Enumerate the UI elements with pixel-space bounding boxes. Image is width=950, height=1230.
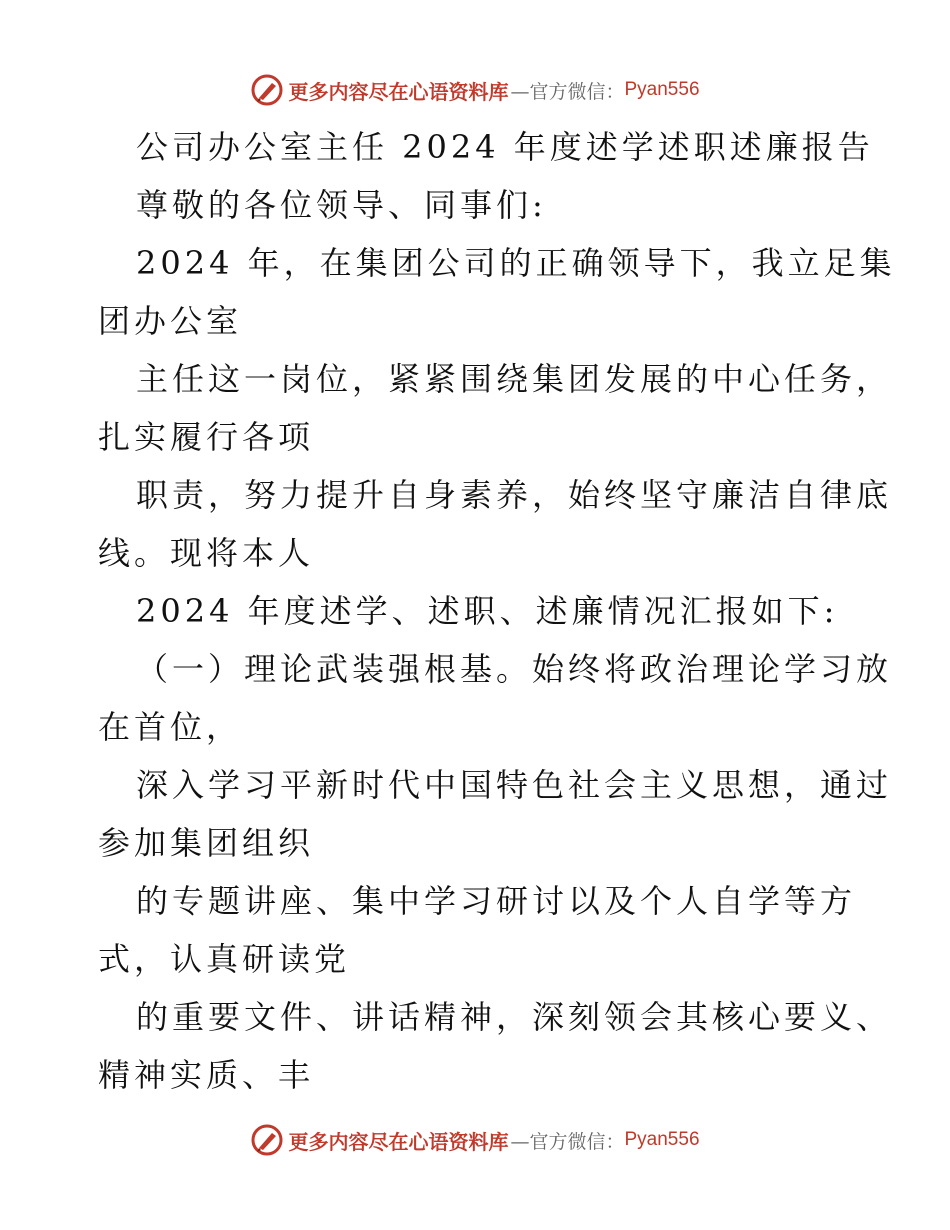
body-line: 2024 年度述学、述职、述廉情况汇报如下: bbox=[136, 592, 839, 630]
banner-site-name: 更多内容尽在心语资料库 bbox=[288, 1129, 509, 1154]
body-line: 参加集团组织 bbox=[98, 824, 315, 862]
body-line: 在首位， bbox=[98, 708, 243, 746]
pen-logo-icon bbox=[250, 1123, 284, 1157]
body-line: 扎实履行各项 bbox=[98, 418, 315, 456]
banner-wechat-label: —官方微信： bbox=[510, 1130, 625, 1153]
body-line: 职责，努力提升自身素养，始终坚守廉洁自律底 bbox=[136, 476, 893, 514]
body-line: 精神实质、丰 bbox=[98, 1056, 315, 1094]
section-heading-line: （一）理论武装强根基。始终将政治理论学习放 bbox=[136, 650, 893, 688]
banner-wechat-id: Pyan556 bbox=[624, 79, 700, 100]
footer-watermark-banner bbox=[0, 1122, 950, 1158]
body-line: 深入学习平新时代中国特色社会主义思想，通过 bbox=[136, 766, 893, 804]
body-line: 线。现将本人 bbox=[98, 534, 315, 572]
banner-wechat-label: —官方微信： bbox=[510, 80, 625, 103]
pen-logo-icon bbox=[250, 73, 284, 107]
header-watermark-banner bbox=[0, 72, 950, 108]
body-line: 式，认真研读党 bbox=[98, 940, 351, 978]
banner-site-name: 更多内容尽在心语资料库 bbox=[288, 79, 509, 104]
document-title: 公司办公室主任 2024 年度述学述职述廉报告 bbox=[136, 128, 874, 166]
salutation: 尊敬的各位领导、同事们: bbox=[136, 186, 547, 224]
banner-wechat-id: Pyan556 bbox=[624, 1129, 700, 1150]
body-line: 团办公室 bbox=[98, 302, 243, 340]
body-line: 主任这一岗位，紧紧围绕集团发展的中心任务， bbox=[136, 360, 893, 398]
body-line: 的重要文件、讲话精神，深刻领会其核心要义、 bbox=[136, 998, 893, 1036]
body-line: 2024 年，在集团公司的正确领导下，我立足集 bbox=[136, 244, 896, 282]
body-line: 的专题讲座、集中学习研讨以及个人自学等方 bbox=[136, 882, 857, 920]
